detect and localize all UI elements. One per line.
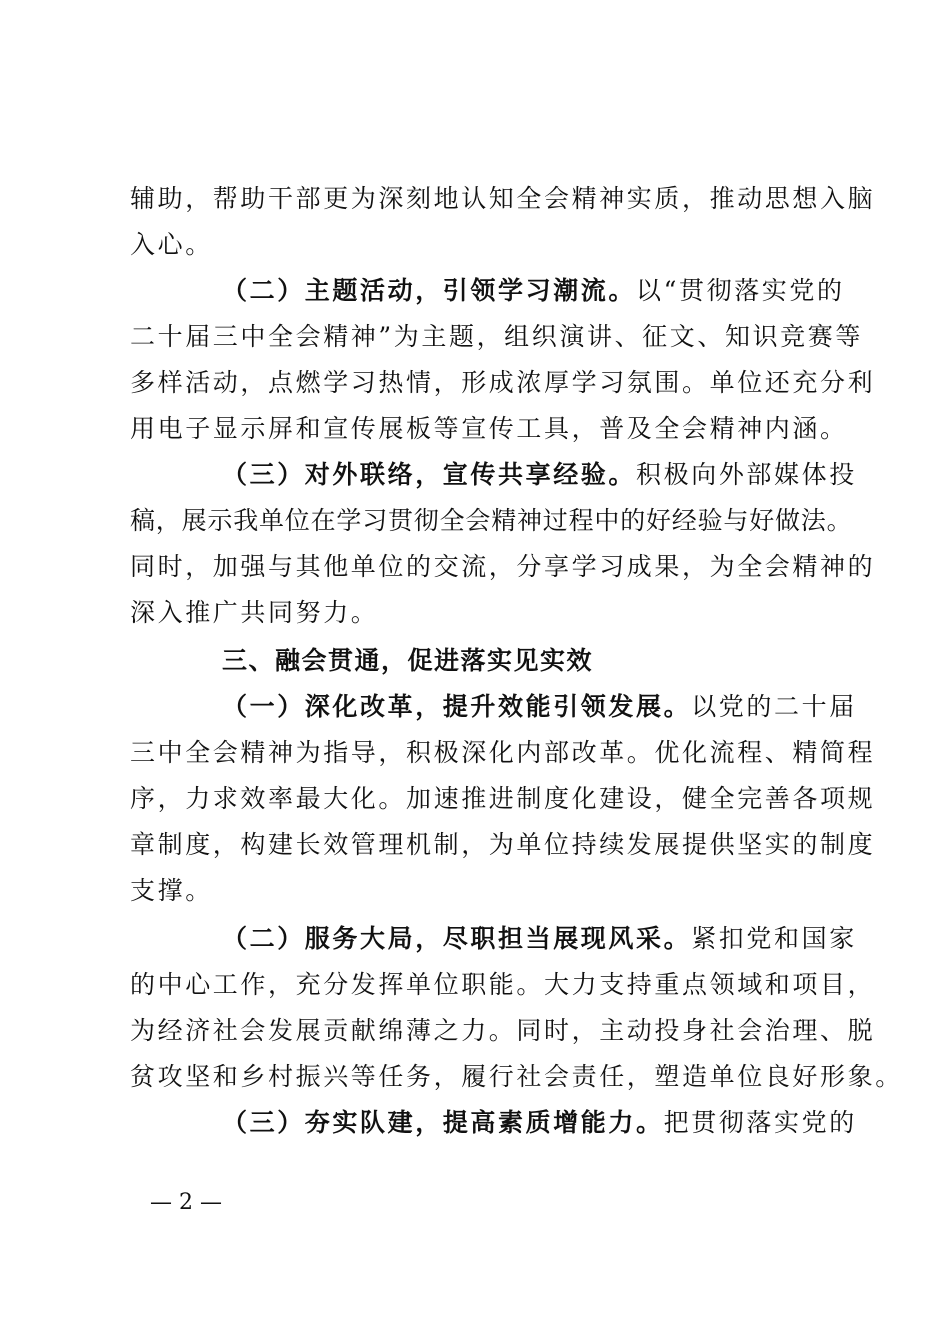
subheading-text: （三）对外联络，宣传共享经验。 [222, 460, 637, 489]
subheading-text: （二）主题活动，引领学习潮流。 [222, 276, 637, 305]
body-text-line: 辅助，帮助干部更为深刻地认知全会精神实质，推动思想入脑 [130, 184, 876, 213]
subheading-text: （二）服务大局，尽职担当展现风采。 [222, 924, 692, 953]
paragraph-first-line [222, 1100, 942, 1146]
body-text-line: 用电子显示屏和宣传展板等宣传工具，普及全会精神内涵。 [130, 414, 848, 443]
body-text-line: 的中心工作，充分发挥单位职能。大力支持重点领域和项目， [130, 970, 876, 999]
body-text-line: 深入推广共同努力。 [130, 598, 379, 627]
body-text-line: 入心。 [130, 230, 213, 259]
paragraph-first-line [222, 452, 942, 498]
body-text-line: 二十届三中全会精神”为主题，组织演讲、征文、知识竞赛等 [130, 322, 863, 351]
body-text-line: 贫攻坚和乡村振兴等任务，履行社会责任，塑造单位良好形象。 [130, 1062, 903, 1091]
body-text-line: 支撑。 [130, 876, 213, 905]
paragraph-first-line [222, 916, 942, 962]
page-number: — 2 — [150, 1190, 222, 1215]
body-text-line: 为经济社会发展贡献绵薄之力。同时，主动投身社会治理、脱 [130, 1016, 876, 1045]
subheading-text: （一）深化改革，提升效能引领发展。 [222, 692, 692, 721]
body-text: 紧扣党和国家 [691, 924, 857, 953]
body-text-line: 多样活动，点燃学习热情，形成浓厚学习氛围。单位还充分利 [130, 368, 876, 397]
body-text-line: 章制度，构建长效管理机制，为单位持续发展提供坚实的制度 [130, 830, 876, 859]
section-heading: 三、融会贯通，促进落实见实效 [222, 646, 594, 675]
body-text-line: 三中全会精神为指导，积极深化内部改革。优化流程、精简程 [130, 738, 876, 767]
paragraph-first-line [222, 684, 942, 730]
body-text: 把贯彻落实党的 [663, 1108, 857, 1137]
body-text: 以“贯彻落实党的 [636, 276, 845, 305]
body-text-line: 序，力求效率最大化。加速推进制度化建设，健全完善各项规 [130, 784, 876, 813]
subheading-text: （三）夯实队建，提高素质增能力。 [222, 1108, 664, 1137]
body-text: 积极向外部媒体投 [636, 460, 857, 489]
body-text-line: 同时，加强与其他单位的交流，分享学习成果，为全会精神的 [130, 552, 876, 581]
paragraph-first-line [222, 268, 942, 314]
body-text-line: 稿，展示我单位在学习贯彻全会精神过程中的好经验与好做法。 [130, 506, 853, 535]
body-text: 以党的二十届 [691, 692, 857, 721]
